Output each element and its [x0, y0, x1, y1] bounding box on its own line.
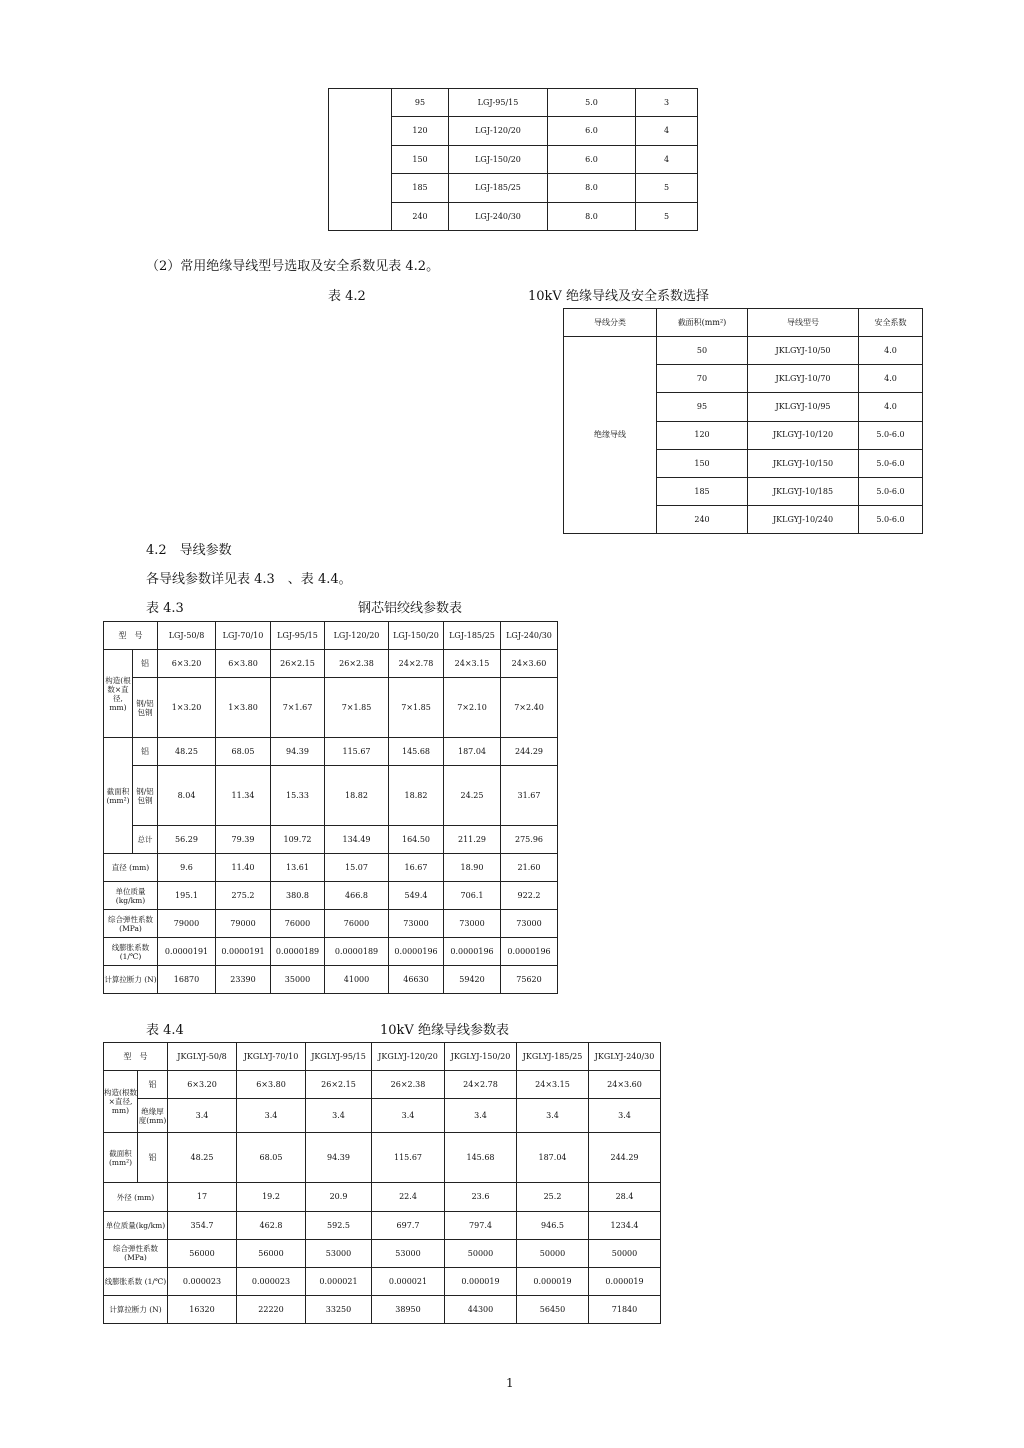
t44-force-cell: 56450: [517, 1295, 589, 1323]
t43-a_steel-cell: 11.34: [216, 766, 271, 826]
table-top-cell: 6.0: [548, 117, 636, 145]
t43-area-label: 截面积(mm²): [104, 738, 133, 854]
t44-models-cell: JKGLYJ-120/20: [372, 1043, 445, 1071]
t43-exp-label: 线膨胀系数 (1/℃): [104, 938, 158, 966]
t43-construction-label: 构造(根数×直径, mm): [104, 650, 133, 738]
table-4-4-label: 表 4.4: [146, 1023, 184, 1038]
t43-elast-cell: 73000: [444, 910, 501, 938]
t44-models-cell: JKGLYJ-70/10: [237, 1043, 306, 1071]
t42-header-model: 导线型号: [748, 309, 859, 337]
t43-c_steel-cell: 1×3.80: [216, 678, 271, 738]
t44-od-cell: 25.2: [517, 1183, 589, 1211]
table-4-4-title: 10kV 绝缘导线参数表: [380, 1023, 509, 1038]
t43-mass-cell: 549.4: [389, 882, 444, 910]
t44-elast-cell: 50000: [445, 1239, 517, 1267]
t43-models-cell: LGJ-120/20: [325, 622, 389, 650]
t44-c_ins-cell: 3.4: [372, 1099, 445, 1133]
table-top-cell: 8.0: [548, 202, 636, 230]
table-top-cell: LGJ-150/20: [449, 145, 548, 173]
t43-sub-steel: 钢/铝包钢: [133, 766, 158, 826]
t44-od-cell: 20.9: [306, 1183, 372, 1211]
t43-mass-cell: 380.8: [271, 882, 325, 910]
t43-dia-cell: 18.90: [444, 854, 501, 882]
t43-mass-label: 单位质量(kg/km): [104, 882, 158, 910]
t43-dia-cell: 11.40: [216, 854, 271, 882]
t44-construction-label: 构造(根数×直径, mm): [104, 1071, 138, 1133]
t44-exp-cell: 0.000021: [306, 1267, 372, 1295]
t43-exp-cell: 0.0000189: [271, 938, 325, 966]
t44-c_ins-cell: 3.4: [306, 1099, 372, 1133]
table-top-blank-cell: [329, 89, 392, 231]
t44-c_al-cell: 24×2.78: [445, 1071, 517, 1099]
t43-a_total-cell: 79.39: [216, 826, 271, 854]
table-top-cell: 3: [636, 89, 698, 117]
t43-mass-cell: 922.2: [501, 882, 558, 910]
t43-elast-cell: 79000: [216, 910, 271, 938]
t44-exp-cell: 0.000023: [168, 1267, 237, 1295]
t44-mass-cell: 797.4: [445, 1211, 517, 1239]
t43-models-cell: LGJ-150/20: [389, 622, 444, 650]
t44-models-cell: JKGLYJ-185/25: [517, 1043, 589, 1071]
t44-models-cell: JKGLYJ-240/30: [589, 1043, 661, 1071]
t44-mass-cell: 354.7: [168, 1211, 237, 1239]
t42-cell: 4.0: [859, 365, 923, 393]
paragraph-2: 各导线参数详见表 4.3 、表 4.4。: [146, 572, 352, 587]
table-top-cell: LGJ-240/30: [449, 202, 548, 230]
t42-cell: JKLGYJ-10/50: [748, 337, 859, 365]
t43-exp-cell: 0.0000191: [216, 938, 271, 966]
t44-c_ins-cell: 3.4: [445, 1099, 517, 1133]
table-top-cell: 5: [636, 174, 698, 202]
t43-force-cell: 41000: [325, 966, 389, 994]
t44-mass-cell: 1234.4: [589, 1211, 661, 1239]
t42-cell: JKLGYJ-10/150: [748, 449, 859, 477]
table-top-cell: LGJ-120/20: [449, 117, 548, 145]
table-top-cell: 95: [392, 89, 449, 117]
t43-c_al-cell: 24×2.78: [389, 650, 444, 678]
t42-cell: JKLGYJ-10/120: [748, 421, 859, 449]
t43-exp-cell: 0.0000196: [501, 938, 558, 966]
table-4-3-label: 表 4.3: [146, 601, 184, 616]
t43-a_total-cell: 56.29: [158, 826, 216, 854]
t44-models-cell: JKGLYJ-150/20: [445, 1043, 517, 1071]
t42-cell: 5.0-6.0: [859, 505, 923, 533]
t44-a_al-cell: 68.05: [237, 1133, 306, 1183]
t42-cell: 5.0-6.0: [859, 421, 923, 449]
t42-header-safety: 安全系数: [859, 309, 923, 337]
t43-exp-cell: 0.0000189: [325, 938, 389, 966]
t43-a_total-cell: 134.49: [325, 826, 389, 854]
t44-mass-cell: 462.8: [237, 1211, 306, 1239]
t44-mass-cell: 592.5: [306, 1211, 372, 1239]
t44-area-label: 截面积(mm²): [104, 1133, 138, 1183]
t44-a_al-cell: 145.68: [445, 1133, 517, 1183]
t42-header-category: 导线分类: [564, 309, 657, 337]
t44-c_al-cell: 26×2.15: [306, 1071, 372, 1099]
table-top-cell: LGJ-185/25: [449, 174, 548, 202]
table-top-cell: 185: [392, 174, 449, 202]
table-4-3-title: 钢芯铝绞线参数表: [358, 601, 463, 616]
t44-c_al-cell: 24×3.60: [589, 1071, 661, 1099]
t43-a_al-cell: 68.05: [216, 738, 271, 766]
t42-cell: JKLGYJ-10/95: [748, 393, 859, 421]
t44-mass-cell: 946.5: [517, 1211, 589, 1239]
t44-force-label: 计算拉断力 (N): [104, 1295, 168, 1323]
t44-c_ins-cell: 3.4: [517, 1099, 589, 1133]
t43-elast-label: 综合弹性系数 (MPa): [104, 910, 158, 938]
t42-cell: 50: [657, 337, 748, 365]
t44-elast-label: 综合弹性系数 (MPa): [104, 1239, 168, 1267]
table-top-cell: 5: [636, 202, 698, 230]
t44-elast-cell: 50000: [517, 1239, 589, 1267]
table-4-2-title: 10kV 绝缘导线及安全系数选择: [528, 289, 709, 304]
paragraph-1: （2）常用绝缘导线型号选取及安全系数见表 4.2。: [146, 259, 440, 274]
t43-sub-al: 铝: [133, 650, 158, 678]
table-top-cell: 5.0: [548, 89, 636, 117]
t43-a_steel-cell: 18.82: [389, 766, 444, 826]
t43-models-cell: LGJ-50/8: [158, 622, 216, 650]
t44-elast-cell: 50000: [589, 1239, 661, 1267]
t44-sub-al: 铝: [138, 1071, 168, 1099]
t43-a_al-cell: 48.25: [158, 738, 216, 766]
t43-c_steel-cell: 7×2.40: [501, 678, 558, 738]
table-4-2: [563, 308, 923, 534]
t43-mass-cell: 706.1: [444, 882, 501, 910]
t43-c_al-cell: 24×3.15: [444, 650, 501, 678]
t44-exp-cell: 0.000019: [589, 1267, 661, 1295]
t43-a_total-cell: 109.72: [271, 826, 325, 854]
t43-a_steel-cell: 24.25: [444, 766, 501, 826]
t43-dia-cell: 21.60: [501, 854, 558, 882]
t44-header-type: 型 号: [104, 1043, 168, 1071]
t44-force-cell: 38950: [372, 1295, 445, 1323]
t44-a_al-cell: 115.67: [372, 1133, 445, 1183]
t44-force-cell: 16320: [168, 1295, 237, 1323]
t43-exp-cell: 0.0000196: [444, 938, 501, 966]
t43-models-cell: LGJ-240/30: [501, 622, 558, 650]
t43-c_steel-cell: 7×1.85: [389, 678, 444, 738]
table-top-cell: 8.0: [548, 174, 636, 202]
t43-force-cell: 75620: [501, 966, 558, 994]
t44-sub-al: 铝: [138, 1133, 168, 1183]
t42-cell: 240: [657, 505, 748, 533]
t43-a_steel-cell: 8.04: [158, 766, 216, 826]
t43-c_al-cell: 6×3.20: [158, 650, 216, 678]
t43-c_al-cell: 6×3.80: [216, 650, 271, 678]
t44-force-cell: 33250: [306, 1295, 372, 1323]
t44-elast-cell: 53000: [306, 1239, 372, 1267]
table-top-cell: 4: [636, 145, 698, 173]
t43-models-cell: LGJ-95/15: [271, 622, 325, 650]
t43-a_al-cell: 187.04: [444, 738, 501, 766]
table-top-cell: 240: [392, 202, 449, 230]
table-4-2-label: 表 4.2: [328, 289, 366, 304]
t44-mass-label: 单位质量(kg/km): [104, 1211, 168, 1239]
t43-c_steel-cell: 7×2.10: [444, 678, 501, 738]
t43-c_al-cell: 26×2.15: [271, 650, 325, 678]
t43-models-cell: LGJ-185/25: [444, 622, 501, 650]
page-number: 1: [506, 1376, 514, 1390]
t44-od-cell: 17: [168, 1183, 237, 1211]
t43-a_al-cell: 244.29: [501, 738, 558, 766]
t43-force-cell: 59420: [444, 966, 501, 994]
t44-od-cell: 23.6: [445, 1183, 517, 1211]
t43-a_al-cell: 145.68: [389, 738, 444, 766]
t42-header-area: 截面积(mm²): [657, 309, 748, 337]
t43-c_al-cell: 24×3.60: [501, 650, 558, 678]
t43-mass-cell: 275.2: [216, 882, 271, 910]
t44-c_al-cell: 26×2.38: [372, 1071, 445, 1099]
section-title: 4.2 导线参数: [146, 543, 232, 558]
t43-force-cell: 16870: [158, 966, 216, 994]
t44-exp-label: 线膨胀系数 (1/℃): [104, 1267, 168, 1295]
t44-od-cell: 22.4: [372, 1183, 445, 1211]
t44-elast-cell: 56000: [237, 1239, 306, 1267]
t44-od-cell: 19.2: [237, 1183, 306, 1211]
t42-cell: 4.0: [859, 337, 923, 365]
t43-c_steel-cell: 1×3.20: [158, 678, 216, 738]
t43-a_total-cell: 164.50: [389, 826, 444, 854]
t42-cell: 5.0-6.0: [859, 449, 923, 477]
t43-models-cell: LGJ-70/10: [216, 622, 271, 650]
t42-cell: 4.0: [859, 393, 923, 421]
t44-models-cell: JKGLYJ-95/15: [306, 1043, 372, 1071]
t44-a_al-cell: 94.39: [306, 1133, 372, 1183]
t43-dia-cell: 9.6: [158, 854, 216, 882]
t42-category: 绝缘导线: [564, 337, 657, 534]
t43-elast-cell: 76000: [271, 910, 325, 938]
t44-force-cell: 44300: [445, 1295, 517, 1323]
t44-a_al-cell: 244.29: [589, 1133, 661, 1183]
t43-a_total-cell: 275.96: [501, 826, 558, 854]
t43-dia-cell: 13.61: [271, 854, 325, 882]
t44-od-label: 外径 (mm): [104, 1183, 168, 1211]
t44-elast-cell: 53000: [372, 1239, 445, 1267]
t43-a_steel-cell: 18.82: [325, 766, 389, 826]
t44-sub-insul: 绝缘厚度(mm): [138, 1099, 168, 1133]
table-4-4: [103, 1042, 661, 1324]
t44-c_al-cell: 6×3.20: [168, 1071, 237, 1099]
t42-cell: 150: [657, 449, 748, 477]
t43-sub-total: 总计: [133, 826, 158, 854]
t44-exp-cell: 0.000019: [445, 1267, 517, 1295]
t43-header-type: 型 号: [104, 622, 158, 650]
t44-c_al-cell: 24×3.15: [517, 1071, 589, 1099]
t43-c_steel-cell: 7×1.67: [271, 678, 325, 738]
t44-force-cell: 71840: [589, 1295, 661, 1323]
t43-force-label: 计算拉断力 (N): [104, 966, 158, 994]
t43-dia-label: 直径 (mm): [104, 854, 158, 882]
t42-cell: 5.0-6.0: [859, 477, 923, 505]
t43-mass-cell: 466.8: [325, 882, 389, 910]
t44-exp-cell: 0.000019: [517, 1267, 589, 1295]
table-top: [328, 88, 698, 231]
t43-a_steel-cell: 15.33: [271, 766, 325, 826]
t43-exp-cell: 0.0000191: [158, 938, 216, 966]
t43-force-cell: 46630: [389, 966, 444, 994]
t42-cell: 120: [657, 421, 748, 449]
t44-c_ins-cell: 3.4: [168, 1099, 237, 1133]
t44-c_al-cell: 6×3.80: [237, 1071, 306, 1099]
t42-cell: 185: [657, 477, 748, 505]
t44-c_ins-cell: 3.4: [589, 1099, 661, 1133]
t43-force-cell: 23390: [216, 966, 271, 994]
t43-exp-cell: 0.0000196: [389, 938, 444, 966]
t44-force-cell: 22220: [237, 1295, 306, 1323]
t43-elast-cell: 73000: [389, 910, 444, 938]
t44-a_al-cell: 48.25: [168, 1133, 237, 1183]
t43-a_steel-cell: 31.67: [501, 766, 558, 826]
t42-cell: JKLGYJ-10/185: [748, 477, 859, 505]
t43-c_steel-cell: 7×1.85: [325, 678, 389, 738]
t42-cell: 70: [657, 365, 748, 393]
t43-dia-cell: 16.67: [389, 854, 444, 882]
t43-a_al-cell: 94.39: [271, 738, 325, 766]
t43-elast-cell: 76000: [325, 910, 389, 938]
t43-sub-al: 铝: [133, 738, 158, 766]
t43-dia-cell: 15.07: [325, 854, 389, 882]
table-top-cell: 4: [636, 117, 698, 145]
t44-exp-cell: 0.000021: [372, 1267, 445, 1295]
t44-od-cell: 28.4: [589, 1183, 661, 1211]
t42-cell: JKLGYJ-10/240: [748, 505, 859, 533]
table-top-cell: 150: [392, 145, 449, 173]
t44-elast-cell: 56000: [168, 1239, 237, 1267]
t42-cell: 95: [657, 393, 748, 421]
t42-cell: JKLGYJ-10/70: [748, 365, 859, 393]
t44-mass-cell: 697.7: [372, 1211, 445, 1239]
t43-mass-cell: 195.1: [158, 882, 216, 910]
table-top-cell: 6.0: [548, 145, 636, 173]
t43-elast-cell: 79000: [158, 910, 216, 938]
t43-c_al-cell: 26×2.38: [325, 650, 389, 678]
t43-sub-steel: 钢/铝包钢: [133, 678, 158, 738]
table-4-3: [103, 621, 558, 994]
table-top-cell: 120: [392, 117, 449, 145]
t43-elast-cell: 73000: [501, 910, 558, 938]
t44-c_ins-cell: 3.4: [237, 1099, 306, 1133]
t43-a_al-cell: 115.67: [325, 738, 389, 766]
t44-a_al-cell: 187.04: [517, 1133, 589, 1183]
t44-exp-cell: 0.000023: [237, 1267, 306, 1295]
table-top-cell: LGJ-95/15: [449, 89, 548, 117]
t44-models-cell: JKGLYJ-50/8: [168, 1043, 237, 1071]
t43-force-cell: 35000: [271, 966, 325, 994]
t43-a_total-cell: 211.29: [444, 826, 501, 854]
